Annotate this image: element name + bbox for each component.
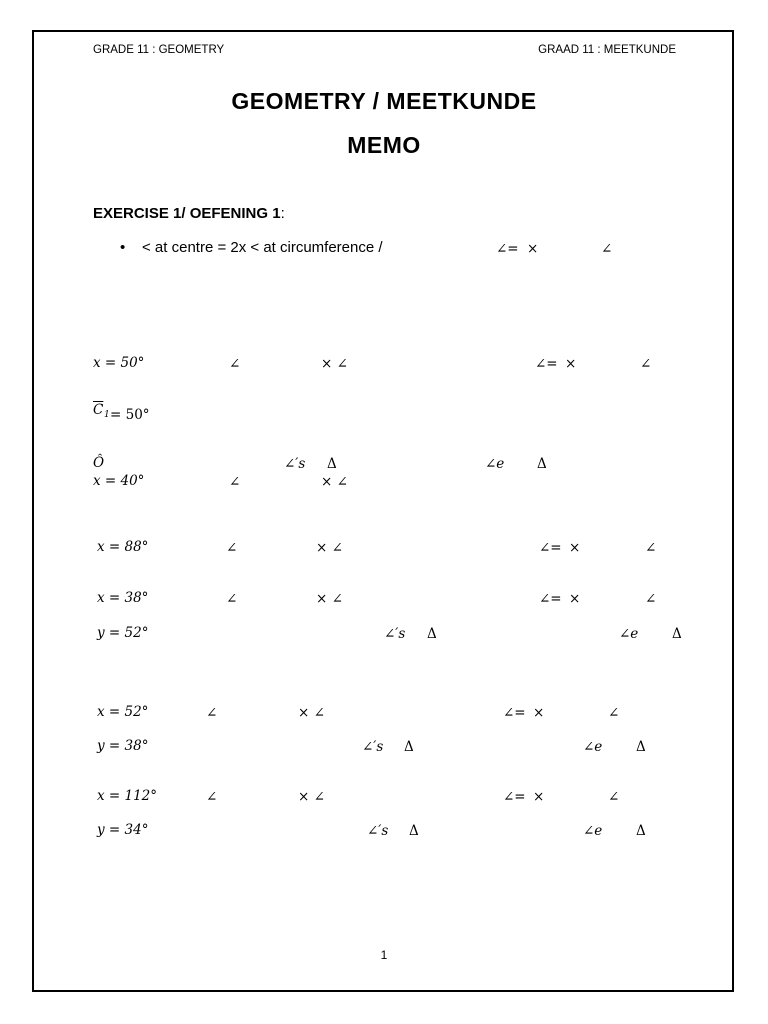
angle-symbol: ∠ [640,356,652,372]
delta-symbol: Δ [636,823,646,839]
delta-symbol: Δ [636,739,646,755]
delta-symbol: Δ [672,626,682,642]
times-angle-symbol: × ∠ [316,540,343,556]
answer-y-34: y = 34° [97,822,149,838]
angle-s-symbol: ∠′s [367,823,389,839]
answer-c1-subscript: 1 [104,410,110,420]
header-right: GRAAD 11 : MEETKUNDE [538,44,676,56]
angle-symbol: ∠ [226,540,238,556]
answer-y-38: y = 38° [97,738,149,754]
angle-symbol: ∠ [608,705,620,721]
angle-symbol: ∠ [229,474,241,490]
angle-symbol: ∠ [206,789,218,805]
bullet-item [120,239,383,256]
angle-e-symbol: ∠e [583,739,603,755]
times-angle-symbol: × ∠ [321,356,348,372]
angle-e-symbol: ∠e [619,626,639,642]
times-angle-symbol: × ∠ [316,591,343,607]
angle-eq-symbol: ∠= [539,591,562,607]
answer-x-38: x = 38° [97,590,149,606]
page-border [32,30,734,992]
times-symbol: × [565,356,577,372]
answer-c1-letter: $\overline{C}$ [93,402,104,418]
times-angle-symbol: × ∠ [321,474,348,490]
times-angle-symbol: × ∠ [298,705,325,721]
answer-x-88: x = 88° [97,539,149,555]
page-number: 1 [380,948,388,962]
angle-eq-symbol: ∠= [539,540,562,556]
answer-x-50: x = 50° [93,355,145,371]
angle-s-symbol: ∠′s [284,456,306,472]
answer-x-112: x = 112° [97,788,158,804]
delta-symbol: Δ [409,823,419,839]
angle-symbol: ∠ [645,540,657,556]
answer-x-52: x = 52° [97,704,149,720]
times-symbol: × [569,591,581,607]
angle-symbol: ∠ [608,789,620,805]
angle-eq-symbol: ∠= [503,789,526,805]
page-title: GEOMETRY / MEETKUNDE [231,88,537,114]
angle-eq-symbol: ∠= [503,705,526,721]
bullet-text: < at centre = 2x < at circumference / [142,239,383,256]
answer-y-52: y = 52° [97,625,149,641]
times-symbol: × [569,540,581,556]
answer-x-40: x = 40° [93,473,145,489]
exercise-colon: : [280,205,285,222]
answer-o-hat: Ô [93,455,105,471]
delta-symbol: Δ [404,739,414,755]
bullet-times: × [527,241,539,257]
angle-symbol: ∠ [645,591,657,607]
bullet-angle-eq: ∠= [496,241,519,257]
angle-symbol: ∠ [229,356,241,372]
times-symbol: × [533,705,545,721]
bullet-dot: • [120,239,126,256]
times-angle-symbol: × ∠ [298,789,325,805]
header-left: GRADE 11 : GEOMETRY [93,44,225,56]
angle-symbol: ∠ [206,705,218,721]
delta-symbol: Δ [427,626,437,642]
exercise-heading [93,205,285,222]
delta-symbol: Δ [327,456,337,472]
exercise-label: EXERCISE 1/ OEFENING 1 [93,205,281,222]
delta-symbol: Δ [537,456,547,472]
angle-e-symbol: ∠e [583,823,603,839]
bullet-angle: ∠ [601,241,613,257]
angle-symbol: ∠ [226,591,238,607]
answer-c1-value: = 50° [110,407,150,423]
angle-s-symbol: ∠′s [384,626,406,642]
page-subtitle: MEMO [347,132,421,158]
times-symbol: × [533,789,545,805]
angle-s-symbol: ∠′s [362,739,384,755]
angle-eq-symbol: ∠= [535,356,558,372]
angle-e-symbol: ∠e [485,456,505,472]
